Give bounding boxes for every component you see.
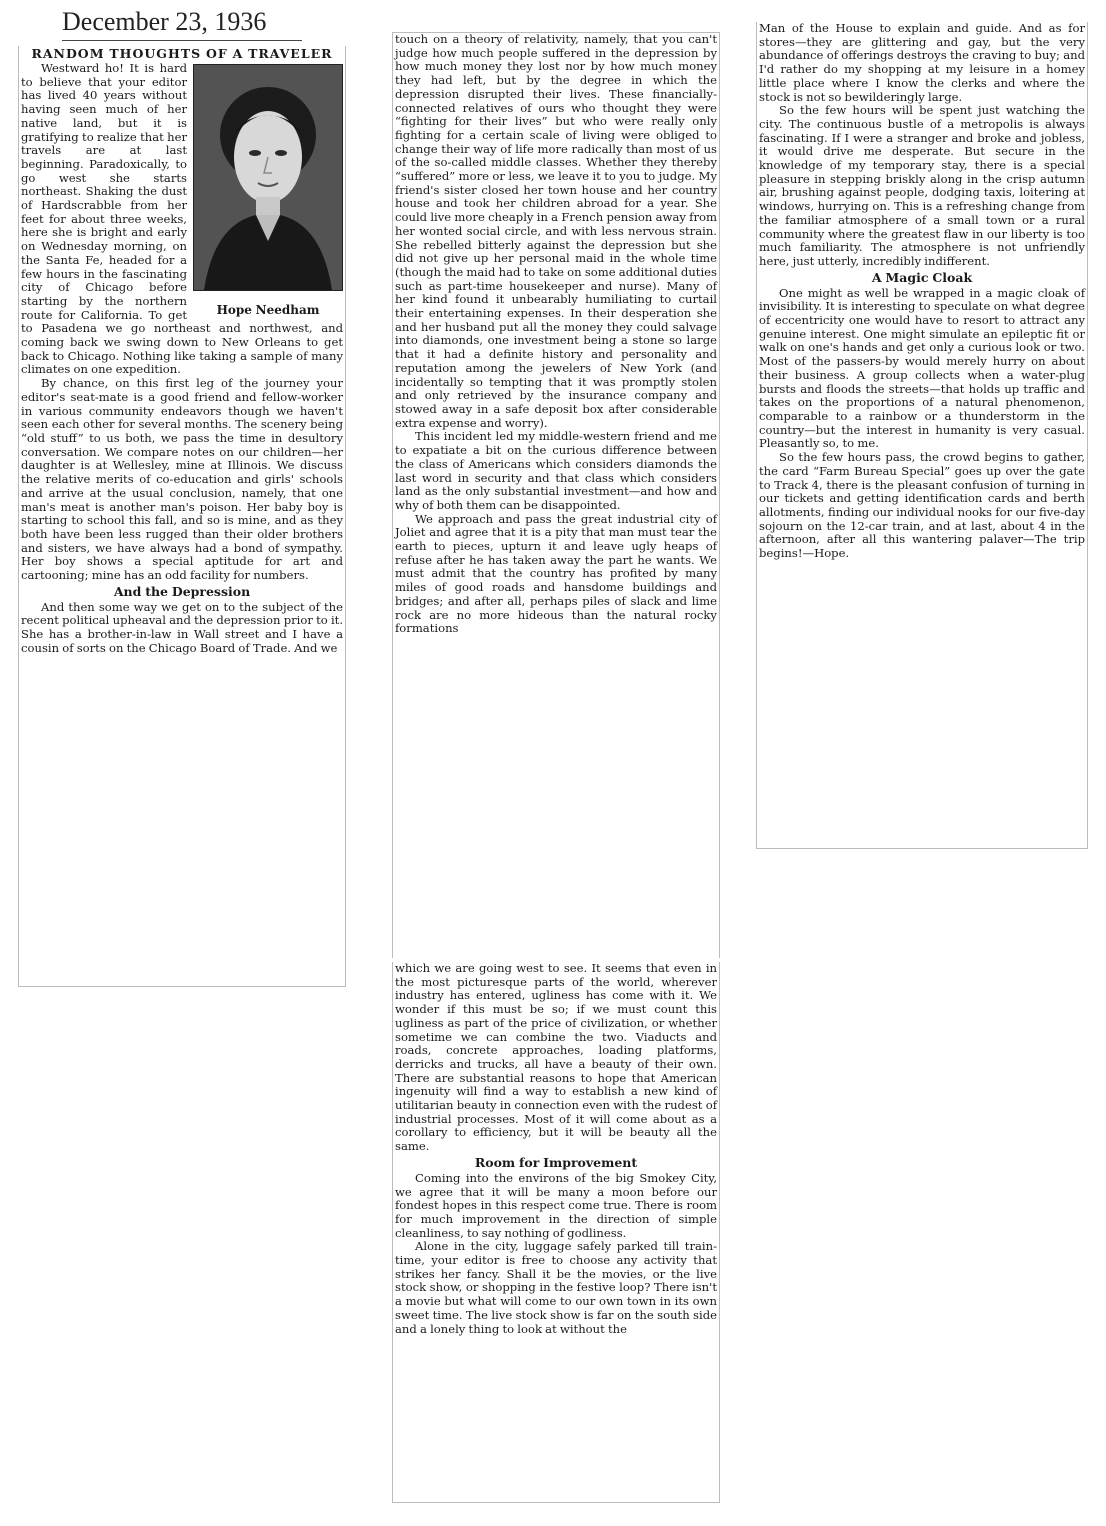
author-photo bbox=[193, 64, 343, 317]
photo-caption: Hope Needham bbox=[216, 303, 320, 317]
column-2-bottom bbox=[392, 962, 720, 1503]
article-title: RANDOM THOUGHTS OF A TRAVELER bbox=[31, 46, 333, 61]
paragraph: And then some way we get on to the subject of the recent political upheaval and the depression prior to it. She has a brother-in-law in Wall street and I have a cousin of sorts on the Chicago Board of Trade. And we bbox=[21, 599, 343, 655]
paragraph: Westward ho! It is hard to believe that your editor has lived 40 years without having seen much of her native land, but it is gratifying to realize that her travels are at last beginning. Paradoxically, to go west she starts northeast. Shaking the dust of Hardscrabble from her feet for about three weeks, here she is bright and early on Wednesday morning, on the Santa Fe, headed for a few hours in the fascinating city of Chicago before starting by the northern route for California. To get to Pasadena we go northeast and northwest, and coming back we swing down to New Orleans to get back to Chicago. Nothing like taking a sample of many climates on one expedition. bbox=[21, 61, 343, 377]
subheading-magic-cloak: A Magic Cloak bbox=[871, 269, 973, 285]
paragraph: One might as well be wrapped in a magic cloak of invisibility. It is interesting to speculate on what degree of eccentricity one would have to resort to attract any genuine interest. One might simulate an epileptic fit or walk on one's hands and get only a curious look or two. Most of the passers-by would merely hurry on about their business. A group collects when a water-plug bursts and floods the streets—that holds up traffic and takes on the proportions of a natural phenomenon, comparable to a rainbow or a thunderstorm in the country—but the interest in humanity is very casual. Pleasantly so, to me. bbox=[759, 285, 1085, 451]
subheading-depression: And the Depression bbox=[113, 583, 251, 599]
paragraph: By chance, on this first leg of the journey your editor's seat-mate is a good friend and fellow-worker in various community endeavors though we haven't seen each other for several months. The scenery being “old stuff” to us both, we pass the time in desultory conversation. We compare notes on our children—her daughter is at Wellesley, mine at Illinois. We discuss the relative merits of co-education and girls' schools and arrive at the usual conclusion, namely, that one man's meat is another man's poison. Her baby boy is starting to school this fall, and so is mine, and as they both have been less rugged than their older brothers and sisters, we have always had a bond of sympathy. Her boy shows a special aptitude for art and cartooning; mine has an odd facility for numbers. bbox=[21, 376, 343, 583]
column-3 bbox=[756, 22, 1088, 849]
clipping-date: December 23, 1936 bbox=[62, 4, 302, 41]
paragraph: We approach and pass the great industrial city of Joliet and agree that it is a pity that man must tear the earth to pieces, upturn it and leave ugly heaps of refuse after he has taken away the part he wants. We must admit that the country has profited by many miles of good roads and hansdome buildings and bridges; and after all, perhaps piles of slack and lime rock are no more hideous than the natural rocky formations bbox=[395, 511, 717, 636]
paragraph: So the few hours will be spent just watching the city. The continuous bustle of a metropolis is always fascinating. If I were a stranger and broke and jobless, it would drive me desperate. But secure in the knowledge of my temporary stay, there is a special pleasure in stepping briskly along in the crisp autumn air, brushing against people, dodging taxis, loitering at windows, hurrying on. This is a refreshing change from the familiar atmosphere of a small town or a rural community where the greatest flaw in our liberty is too much familiarity. The atmosphere is not unfriendly here, just utterly, incredibly indifferent. bbox=[759, 103, 1085, 268]
paragraph: This incident led my middle-western friend and me to expatiate a bit on the curious difference between the class of Americans which considers diamonds the last word in security and that class which considers land as the only substantial investment—and how and why of both them can be disappointed. bbox=[395, 429, 717, 512]
paragraph: which we are going west to see. It seems that even in the most picturesque parts of the world, wherever industry has entered, ugliness has come with it. We wonder if this must be so; if we must count this ugliness as part of the price of civilization, or whether sometime we can combine the two. Viaducts and roads, concrete approaches, loading platforms, derricks and trucks, all have a beauty of their own. There are substantial reasons to hope that American ingenuity will find a way to establish a new kind of utilitarian beauty in connection even with the rudest of industrial processes. Most of it will come about as a corollary to efficiency, but it will be beauty all the same. bbox=[395, 961, 717, 1154]
paragraph: Man of the House to explain and guide. And as for stores—they are glittering and gay, but the very abundance of offerings destroys the craving to buy; and I'd rather do my shopping at my leisure in a homey little place where I know the clerks and where the stock is not so bewilderingly large. bbox=[759, 21, 1085, 104]
paragraph: So the few hours pass, the crowd begins to gather, the card “Farm Bureau Special” goes up over the gate to Track 4, there is the pleasant confusion of turning in our tickets and getting identification cards and berth allotments, finding our individual nooks for our five-day sojourn on the 12-car train, and at last, about 4 in the afternoon, after all this wantering palaver—The trip begins!—Hope. bbox=[759, 450, 1085, 561]
portrait-drawing bbox=[194, 65, 342, 290]
paragraph: touch on a theory of relativity, namely, that you can't judge how much people suffered in the depression by how much money they lost nor by how much money they had left, but by the degree in which the depression disrupted their lives. These financially-connected relatives of ours who thought they were “fighting for their lives” but who were really only fighting for a certain scale of living were obliged to change their way of life more radically than most of us of the so-called middle classes. Whether they thereby “suffered” more or less, we leave it to you to judge. My friend's sister closed her town house and her country house and took her children abroad for a year. She could live more cheaply in a French pension away from her wonted social circle, and with less nervous strain. She rebelled bitterly against the depression but she did not give up her personal maid in the whole time (though the maid had to take on some additional duties such as part-time housekeeper and nurse). Many of her kind found it unbearably humiliating to curtail their entertaining expenses. In their desperation she and her husband put all the money they could salvage into diamonds, one investment being a stone so large that it had a definite history and personality and reputation among the jewelers of New York (and incidentally so tempting that it was promptly stolen and only retrieved by the insurance company and stowed away in a safe deposit box after considerable extra expense and worry). bbox=[395, 32, 717, 430]
column-2-top bbox=[392, 32, 720, 958]
paragraph: Alone in the city, luggage safely parked till train-time, your editor is free to choose any activity that strikes her fancy. Shall it be the movies, or the live stock show, or shopping in the festive loop? There isn't a movie but what will come to our own town in its own sweet time. The live stock show is far on the south side and a lonely thing to look at without the bbox=[395, 1239, 717, 1336]
subheading-improvement: Room for Improvement bbox=[474, 1154, 638, 1170]
paragraph: Coming into the environs of the big Smokey City, we agree that it will be many a moon before our fondest hopes in this respect come true. There is room for much improvement in the direction of simple cleanliness, to say nothing of godliness. bbox=[395, 1170, 717, 1240]
column-1 bbox=[18, 46, 346, 987]
portrait-image bbox=[193, 64, 343, 291]
